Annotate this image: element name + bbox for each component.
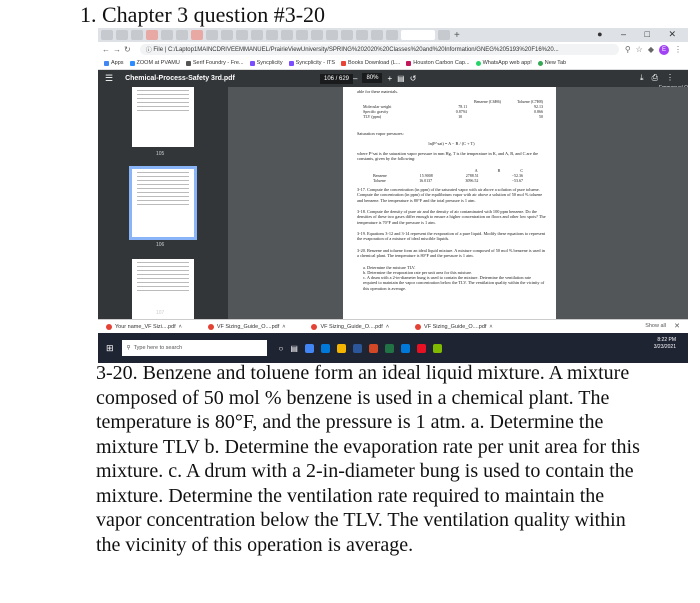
browser-tab[interactable] [221, 30, 233, 40]
address-bar-row [98, 42, 688, 57]
table-row: Specific gravity 0.8794 0.866 [363, 109, 543, 114]
question-text: 3-20. Benzene and toluene form an ideal liquid mixture. A mixture composed of 50 mol % benzene is used in a chemical plant. The temperature is 80°F, and the pressure is 1 atm. a. Determine the mixture TLV b. Determine the evaporation rate per unit area for this mixture. c. A drum with a 2-in-diameter bung is used to contain the mixture. Determine the ventilation rate required to maintain the vapor concentration below the TLV. The ventilation quality within the vicinity of this operation is average. [96, 362, 640, 556]
browser-tab[interactable] [251, 30, 263, 40]
syncplicity-icon [250, 61, 255, 66]
page-thumbnail-selected[interactable] [132, 169, 194, 237]
browser-tab[interactable] [386, 30, 398, 40]
close-icon[interactable]: ✕ [674, 323, 680, 330]
pdf-icon [208, 324, 214, 330]
bookmark[interactable]: Serif Foundry - Fre... [186, 60, 244, 66]
bookmark-icon [186, 61, 191, 66]
page-intro: able for these materials. [357, 89, 399, 94]
zoom-in-icon[interactable]: + [387, 73, 393, 83]
bookmark[interactable]: Books Download (L... [341, 60, 400, 66]
profile-avatar[interactable]: E [659, 45, 669, 55]
cortana-icon[interactable]: ○ [278, 343, 284, 353]
browser-tab[interactable] [371, 30, 383, 40]
download-item[interactable]: VF Sizing_Guide_O....pdf ˄ [208, 324, 286, 330]
problem-3-19: 3-19. Equations 3-12 and 3-14 represent the evaporation of a pure liquid. Modify these equations to represent the evaporation of a mixture of ideal miscible liquids. [357, 231, 546, 242]
word-icon[interactable] [353, 344, 362, 353]
chevron-up-icon[interactable]: ˄ [489, 323, 493, 330]
zoom-value[interactable]: 80% [362, 73, 382, 83]
browser-tab[interactable] [206, 30, 218, 40]
pdf-title: Chemical-Process-Safety 3rd.pdf [125, 75, 235, 82]
bookmark[interactable]: WhatsApp web app! [476, 60, 532, 66]
thumb-label: 107 [156, 310, 165, 316]
browser-tab[interactable] [176, 30, 188, 40]
problem-3-20b: b. Determine the evaporation rate per unit area for this mixture. [363, 270, 473, 275]
nav-back-forward-reload-icons[interactable]: ←→↻ [102, 45, 134, 54]
system-tray[interactable] [654, 337, 676, 351]
chevron-up-icon[interactable]: ˄ [178, 323, 182, 330]
problem-3-20a: a. Determine the mixture TLV. [363, 265, 416, 270]
problem-3-18: 3-18. Compute the density of pure air and the density of air contaminated with 100 ppm benzene. Do the densities of these two gases differ enough to ensure a higher concentration on floors and other low spots? The temperature is 70°F and the pressure is 1 atm. [357, 209, 546, 225]
whatsapp-icon [476, 61, 481, 66]
browser-tab[interactable] [341, 30, 353, 40]
constants-table: A B C Benzene 15.9008 2788.51 −52.36 Toluene 16.0137 3096.52 −53.67 [373, 168, 523, 183]
browser-tab[interactable] [161, 30, 173, 40]
tab-strip [98, 28, 688, 42]
table-row: Toluene 16.0137 3096.52 −53.67 [373, 178, 523, 183]
window-controls[interactable]: ● – □ ✕ [597, 29, 684, 39]
mail-icon[interactable] [401, 344, 410, 353]
bookmark[interactable]: Houston Carbon Cap... [406, 60, 469, 66]
browser-tab[interactable] [326, 30, 338, 40]
pdf-icon [106, 324, 112, 330]
pdf-icon [415, 324, 421, 330]
bookmark[interactable]: Syncplicity [250, 60, 283, 66]
windows-taskbar [98, 333, 688, 363]
browser-tab-active[interactable] [401, 30, 435, 40]
thumb-label: 105 [156, 151, 165, 157]
browser-tab[interactable] [438, 30, 450, 40]
zoom-icon[interactable]: ⚲ [624, 45, 631, 54]
download-item[interactable]: VF Sizing_Guide_O....pdf ˄ [311, 324, 389, 330]
excel-icon[interactable] [385, 344, 394, 353]
rotate-icon[interactable]: ↺ [409, 73, 417, 83]
edge-icon[interactable] [321, 344, 330, 353]
bookmark-apps[interactable]: Apps [104, 60, 124, 66]
bookmarks-bar [98, 57, 688, 70]
table-row: Benzene 15.9008 2788.51 −52.36 [373, 173, 523, 178]
file-explorer-icon[interactable] [337, 344, 346, 353]
pdf-toolbar [98, 70, 688, 87]
pdf-page [343, 87, 556, 319]
browser-tab[interactable] [101, 30, 113, 40]
browser-tab[interactable] [281, 30, 293, 40]
bookmark[interactable]: New Tab [538, 60, 566, 66]
download-item[interactable]: Your name_VF Sizi....pdf ˄ [106, 324, 182, 330]
carbon-icon [406, 61, 411, 66]
star-icon[interactable]: ☆ [635, 45, 643, 54]
windows-start-icon[interactable]: ⊞ [106, 342, 114, 353]
equation: ln(P^sat) = A − B / (C + T) [428, 141, 475, 146]
problem-3-20c: c. A drum with a 2-in-diameter bung is used to contain the mixture. Determine the ventilation rate required to maintain the vapor concentration below the TLV. The ventilation quality within the vicinity of this operation is average. [363, 275, 545, 291]
browser-tab[interactable] [116, 30, 128, 40]
problem-3-20: 3-20. Benzene and toluene form an ideal liquid mixture. A mixture composed of 50 mol % benzene is used in a chemical plant. The temperature is 80°F and the pressure is 1 atm. [357, 248, 545, 259]
bookmark[interactable]: ZOOM at PVAMU [130, 60, 180, 66]
sat-label: Saturation vapor pressures: [357, 131, 404, 136]
zoom-bookmark-icon [130, 61, 135, 66]
more-menu-icon[interactable]: ⋮ [674, 45, 682, 54]
browser-tab[interactable] [311, 30, 323, 40]
pdf-icon [311, 324, 317, 330]
bookmark[interactable]: Syncplicity - ITS [289, 60, 335, 66]
hamburger-menu-icon[interactable]: ☰ [105, 73, 114, 83]
pdf-viewer [228, 87, 688, 319]
books-icon [341, 61, 346, 66]
chevron-up-icon[interactable]: ˄ [282, 323, 286, 330]
screenshot [98, 28, 688, 363]
downloads-bar [98, 319, 688, 333]
where-text: where P^sat is the saturation vapor pressure in mm Hg, T is the temperature in K, and A, B, and C are the constants, given by the following: [357, 151, 539, 162]
show-all-button[interactable]: Show all [645, 323, 666, 329]
new-tab-icon[interactable]: + [454, 29, 460, 41]
more-icon[interactable]: ⋮ [666, 73, 674, 82]
thumbnail-sidebar [98, 87, 228, 319]
zoom-out-icon[interactable]: – [353, 73, 358, 83]
download-item[interactable]: VF Sizing_Guide_O....pdf ˄ [415, 324, 493, 330]
browser-tab[interactable] [296, 30, 308, 40]
page-indicator[interactable]: 106 / 629 [320, 74, 353, 84]
thumb-label: 106 [156, 242, 165, 248]
url-text: C:/Laptop1MAINCDRIVEEMMANUEL/PrairieViewUniversity/SPRING%202020%20Classes%20and%20Information/GNEG%205193%20F16%20... [167, 46, 559, 53]
clock-date: 3/23/2021 [653, 344, 676, 350]
print-icon[interactable]: ⎙ [651, 73, 658, 82]
newtab-icon [538, 61, 543, 66]
property-table: Benzene (C6H6) Toluene (C7H8) Molecular weight 78.11 92.13 Specific gravity 0.8794 0.866 TLV (ppm) 10 50 [363, 99, 543, 119]
chrome-icon[interactable] [305, 344, 314, 353]
browser-tab[interactable] [266, 30, 278, 40]
browser-tab[interactable] [146, 30, 158, 40]
acrobat-icon[interactable] [417, 344, 426, 353]
fit-page-icon[interactable]: ▤ [397, 73, 405, 83]
problem-3-17: 3-17. Compute the concentration (in ppm) of the saturated vapor with air above a solution of pure toluene. Compute the concentration (in ppm) of the equilibrium vapor with air above a solution of 50 mol % toluene and benzene. The temperature is 80°F and the total pressure is 1 atm. [357, 187, 543, 203]
info-icon: ⓘ [145, 48, 154, 54]
table-row: Molecular weight 78.11 92.13 [363, 104, 543, 109]
syncplicity-icon [289, 61, 294, 66]
taskbar-search[interactable] [122, 340, 267, 356]
apps-icon [104, 61, 109, 66]
file-label: File [153, 46, 164, 53]
browser-tab[interactable] [131, 30, 143, 40]
table-row: TLV (ppm) 10 50 [363, 114, 543, 119]
clock-time: 8:22 PM [657, 337, 676, 343]
powerpoint-icon[interactable] [369, 344, 378, 353]
task-view-icon[interactable]: ▤ [290, 343, 298, 353]
download-icon[interactable]: ⤓ [640, 73, 644, 82]
browser-tab[interactable] [236, 30, 248, 40]
chevron-up-icon[interactable]: ˄ [385, 323, 390, 330]
browser-tab[interactable] [191, 30, 203, 40]
app-icon[interactable] [433, 344, 442, 353]
search-placeholder: Type here to search [133, 345, 183, 351]
browser-tab[interactable] [356, 30, 368, 40]
url-field[interactable]: ⓘ File | C:/Laptop1MAINCDRIVEEMMANUEL/PrairieViewUniversity/SPRING%202020%20Classes%20and%20Information/GNEG%205193%20F16%20... [140, 44, 619, 55]
question-heading: 1. Chapter 3 question #3-20 [80, 2, 326, 27]
search-icon: ⚲ [126, 345, 131, 351]
page-thumbnail[interactable] [132, 87, 194, 147]
extension-icon[interactable]: ◆ [647, 45, 654, 54]
